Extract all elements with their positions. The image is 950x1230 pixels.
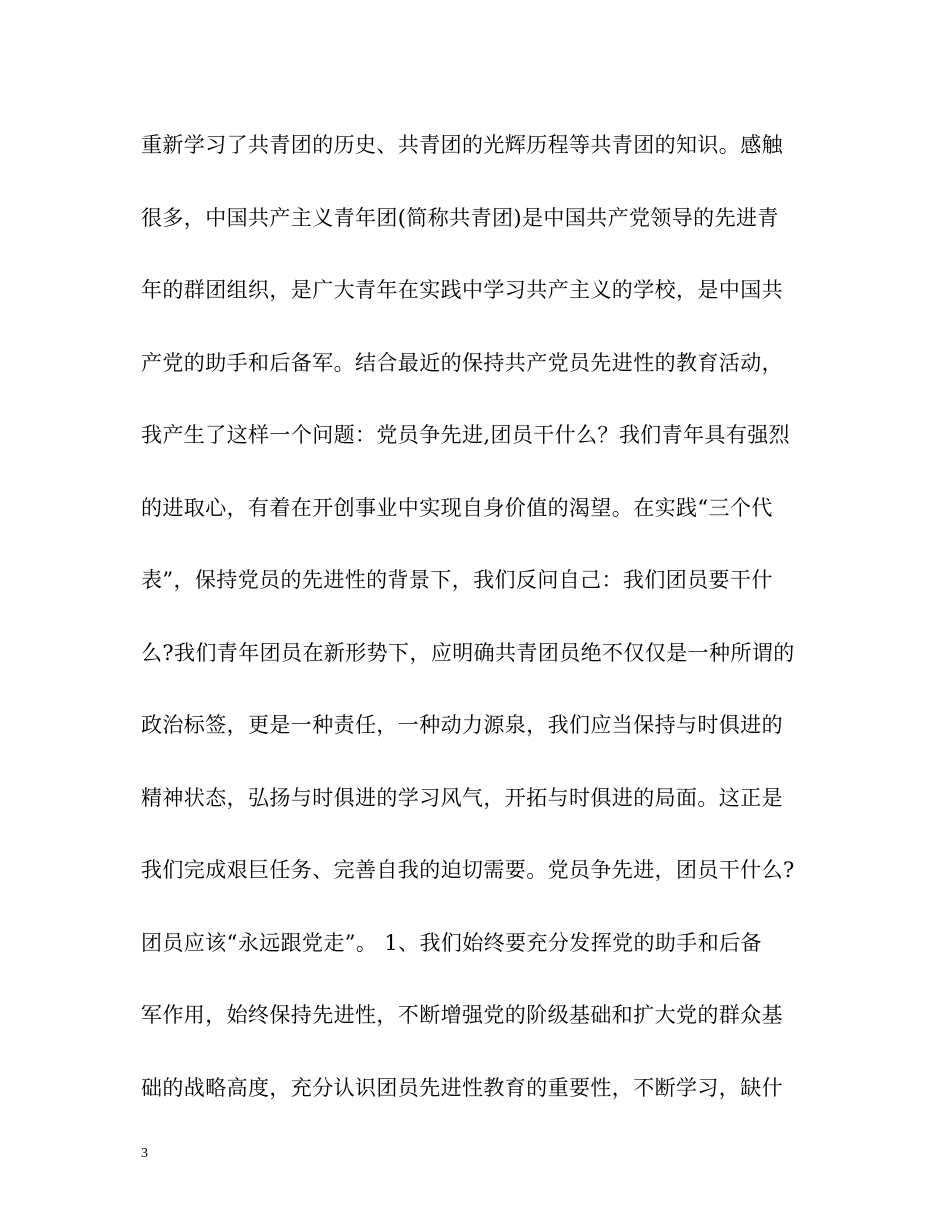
- text-line: 础的战略高度，充分认识团员先进性教育的重要性，不断学习，缺什: [141, 1075, 783, 1100]
- text-line: 么?我们青年团员在新形势下，应明确共青团员绝不仅仅是一种所谓的: [141, 640, 795, 665]
- text-line: 重新学习了共青团的历史、共青团的光辉历程等共青团的知识。感触: [141, 133, 783, 157]
- text-line: 政治标签，更是一种责任，一种动力源泉，我们应当保持与时俱进的: [141, 713, 783, 737]
- page-number: 3: [141, 1146, 148, 1161]
- text-line: 产党的助手和后备军。结合最近的保持共产党员先进性的教育活动，: [141, 350, 783, 375]
- text-line: 的进取心，有着在开创事业中实现自身价值的渴望。在实践“三个代: [141, 495, 773, 520]
- text-line: 年的群团组织，是广大青年在实践中学习共产主义的学校，是中国共: [141, 278, 783, 302]
- body-text: [141, 127, 821, 1142]
- text-line: 军作用，始终保持先进性，不断增强党的阶级基础和扩大党的群众基: [141, 1003, 783, 1027]
- text-line: 我产生了这样一个问题：党员争先进,团员干什么？我们青年具有强烈: [141, 423, 791, 447]
- text-line: 团员应该“永远跟党走”。 1、我们始终要充分发挥党的助手和后备: [141, 930, 762, 955]
- text-line: 表”，保持党员的先进性的背景下，我们反问自己：我们团员要干什: [141, 568, 773, 592]
- text-line: 很多，中国共产主义青年团(简称共青团)是中国共产党领导的先进青: [141, 205, 779, 230]
- text-line: 精神状态，弘扬与时俱进的学习风气，开拓与时俱进的局面。这正是: [141, 785, 783, 810]
- text-line: 我们完成艰巨任务、完善自我的迫切需要。党员争先进，团员干什么?: [141, 858, 795, 882]
